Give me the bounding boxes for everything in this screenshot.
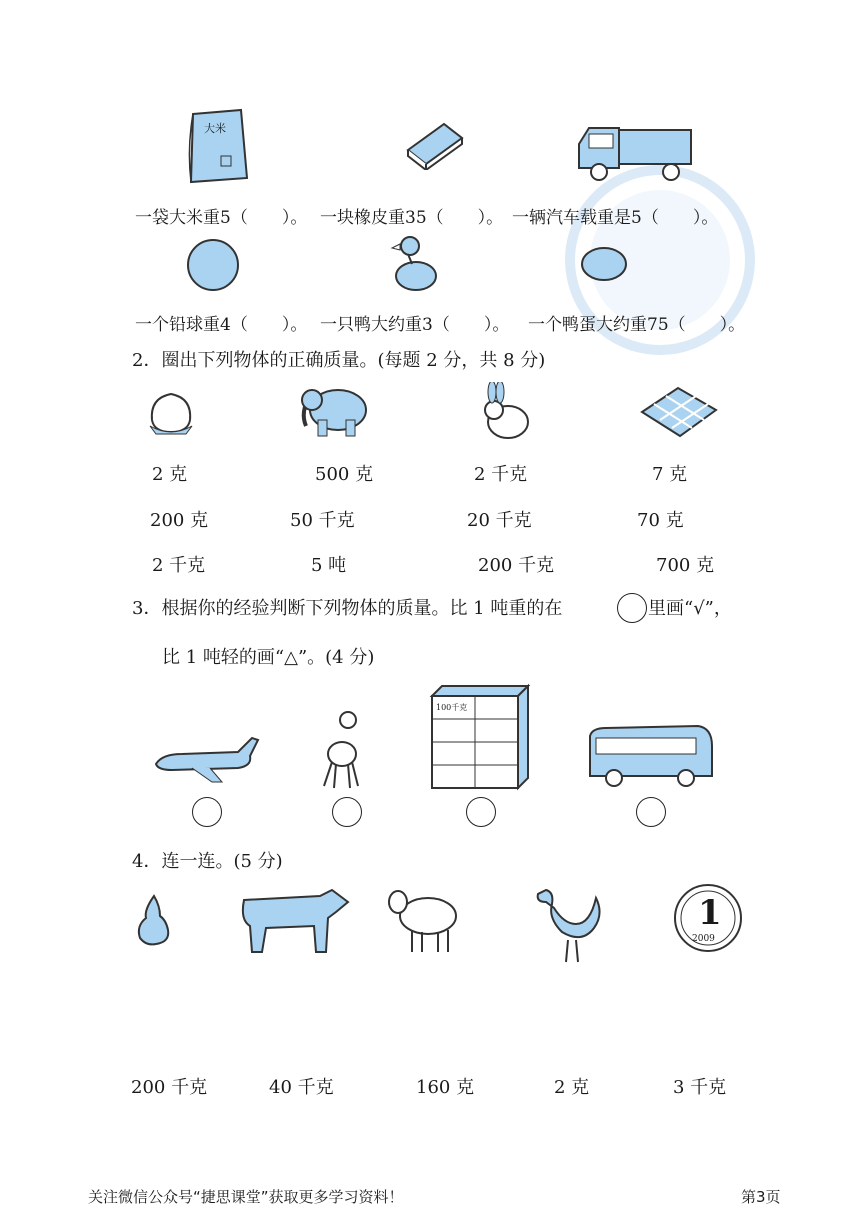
elephant-option-1[interactable]: 500 克: [315, 464, 374, 485]
weight-label-3[interactable]: 160 克: [416, 1077, 475, 1098]
section3-title-line1-end: 里画“√”，: [648, 598, 732, 619]
q1-truck-text: 一辆汽车载重是5（ ）。: [512, 208, 719, 228]
q1-shotput-text: 一个铅球重4（ ）。: [135, 315, 308, 335]
peach-option-1[interactable]: 2 克: [152, 464, 188, 485]
airplane-icon: [152, 732, 262, 784]
coin-year: 2009: [692, 934, 715, 944]
airplane-answer-circle[interactable]: [192, 797, 222, 827]
rice-bag-label: 大米: [204, 122, 226, 135]
sheep-icon: [384, 880, 464, 956]
duck-icon: [390, 232, 440, 294]
elephant-option-2[interactable]: 50 千克: [290, 510, 355, 531]
q1-duck-text: 一只鸭大约重3（ ）。: [320, 315, 510, 335]
weight-label-2[interactable]: 40 千克: [269, 1077, 334, 1098]
quilt-option-1[interactable]: 7 克: [652, 464, 688, 485]
deer-answer-circle[interactable]: [332, 797, 362, 827]
elephant-option-3[interactable]: 5 吨: [311, 555, 347, 576]
bus-icon: [586, 722, 716, 792]
elephant-icon: [296, 382, 378, 440]
rabbit-option-3[interactable]: 200 千克: [478, 555, 555, 576]
rabbit-option-1[interactable]: 2 千克: [474, 464, 528, 485]
q1-rice-text: 一袋大米重5（ ）。: [135, 208, 308, 228]
q1-eraser-text: 一块橡皮重35（ ）。: [320, 208, 504, 228]
q1-egg-text: 一个鸭蛋大约重75（ ）。: [528, 315, 746, 335]
answer-circle-example: [617, 593, 647, 623]
duck-egg-icon: [580, 246, 628, 282]
cow-icon: [236, 886, 350, 956]
bus-answer-circle[interactable]: [636, 797, 666, 827]
boxes-icon: [428, 682, 532, 792]
section3-title-line1: 3．根据你的经验判断下列物体的质量。比 1 吨重的在: [132, 598, 563, 619]
quilt-icon: [638, 384, 720, 440]
weight-label-5[interactable]: 3 千克: [673, 1077, 727, 1098]
peach-option-2[interactable]: 200 克: [150, 510, 209, 531]
coin-number: 1: [698, 893, 722, 933]
weight-label-1[interactable]: 200 千克: [131, 1077, 208, 1098]
footer-note: 关注微信公众号“捷思课堂”获取更多学习资料！: [88, 1188, 404, 1206]
rabbit-icon: [478, 382, 534, 442]
section2-title: 2．圈出下列物体的正确质量。(每题 2 分，共 8 分): [132, 350, 546, 371]
rooster-icon: [532, 884, 606, 964]
pear-icon: [134, 892, 174, 948]
weight-label-4[interactable]: 2 克: [554, 1077, 590, 1098]
boxes-answer-circle[interactable]: [466, 797, 496, 827]
quilt-option-3[interactable]: 700 克: [656, 555, 715, 576]
page-number: 第3页: [741, 1188, 781, 1206]
section4-title: 4．连一连。(5 分): [132, 851, 283, 872]
box-label: 100千克: [436, 703, 468, 712]
deer-icon: [318, 698, 366, 792]
eraser-icon: [404, 120, 466, 170]
quilt-option-2[interactable]: 70 克: [637, 510, 684, 531]
truck-icon: [575, 124, 695, 182]
section3-title-line2: 比 1 吨轻的画“△”。(4 分): [162, 647, 375, 668]
peach-icon: [146, 388, 196, 436]
rabbit-option-2[interactable]: 20 千克: [467, 510, 532, 531]
shot-put-icon: [186, 238, 240, 292]
peach-option-3[interactable]: 2 千克: [152, 555, 206, 576]
